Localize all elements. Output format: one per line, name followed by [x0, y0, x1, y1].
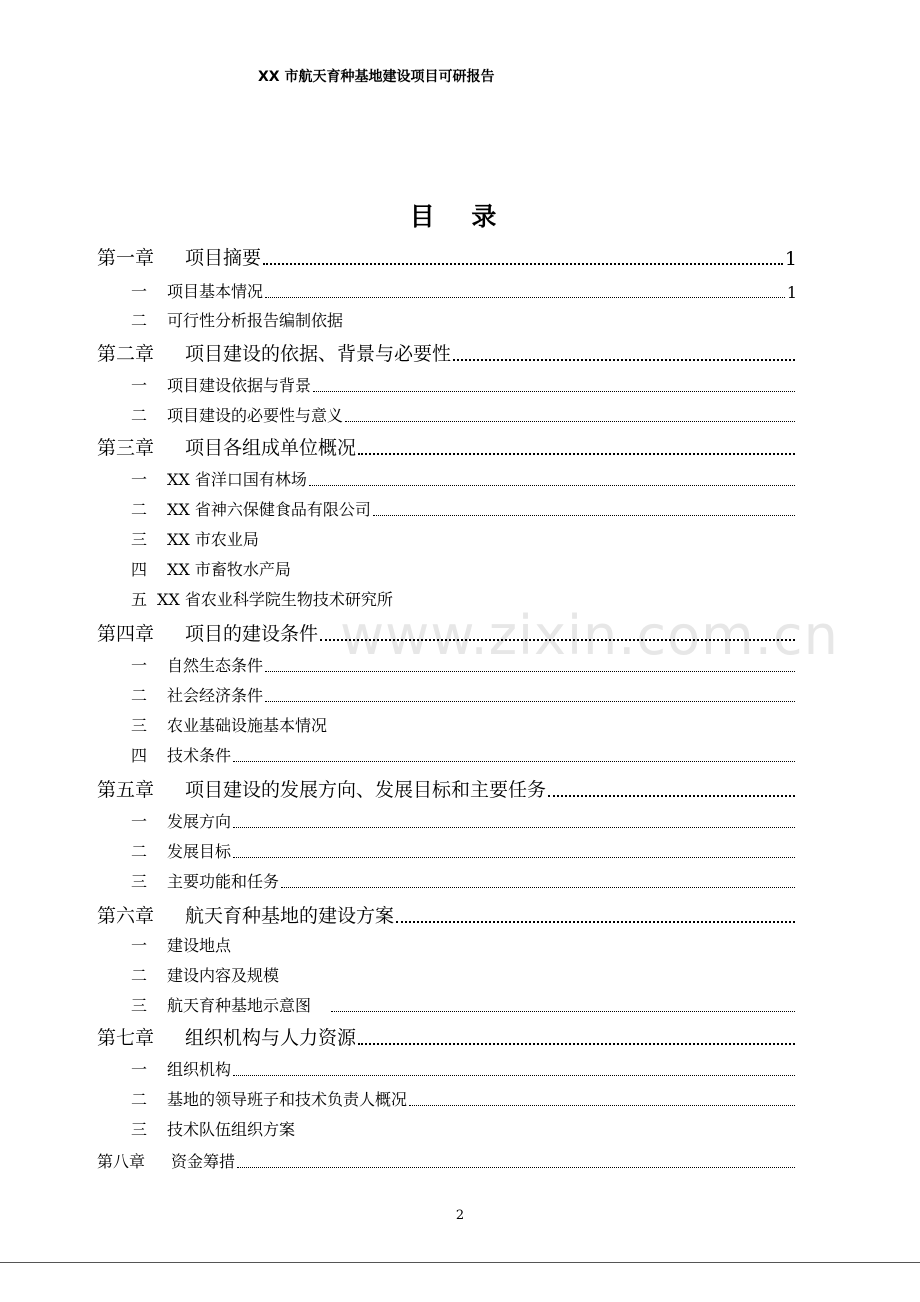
toc-entry-label: 项目各组成单位概况 — [185, 437, 357, 459]
toc-entry-number: 一 — [131, 1060, 148, 1079]
toc-dot-leader — [373, 515, 795, 516]
toc-entry-label: 组织机构与人力资源 — [185, 1027, 357, 1049]
toc-entry-label: XX 省洋口国有林场 — [167, 470, 307, 489]
toc-entry-number: 四 — [131, 560, 148, 579]
toc-entry-number: 四 — [131, 746, 148, 765]
toc-entry-label: 航天育种基地的建设方案 — [185, 905, 395, 927]
footer-rule — [0, 1262, 920, 1263]
toc-section-entry[interactable] — [131, 588, 797, 610]
toc-entry-number: 第四章 — [97, 623, 155, 645]
toc-dot-leader — [263, 263, 783, 265]
toc-section-entry[interactable] — [131, 810, 797, 832]
toc-entry-label: 航天育种基地示意图 — [167, 996, 312, 1015]
toc-dot-leader — [265, 297, 785, 298]
toc-entry-number: 二 — [131, 686, 148, 705]
toc-dot-leader — [453, 359, 795, 361]
toc-chapter-entry[interactable] — [97, 902, 797, 928]
running-header: XX 市航天育种基地建设项目可研报告 — [258, 69, 495, 85]
toc-entry-label: 建设地点 — [167, 936, 232, 955]
toc-chapter-entry[interactable] — [97, 620, 797, 646]
toc-section-entry[interactable] — [131, 1058, 797, 1080]
toc-entry-number: 一 — [131, 376, 148, 395]
toc-entry-number: 二 — [131, 406, 148, 425]
toc-entry-label: 项目建设的必要性与意义 — [167, 406, 344, 425]
toc-dot-leader — [396, 921, 795, 923]
toc-section-entry[interactable] — [131, 1088, 797, 1110]
toc-entry-page: 1 — [784, 248, 797, 270]
toc-chapter-entry[interactable] — [97, 776, 797, 802]
toc-chapter-entry[interactable] — [97, 340, 797, 366]
toc-entry-label: 自然生态条件 — [167, 656, 264, 675]
toc-entry-label: XX 省神六保健食品有限公司 — [167, 500, 371, 519]
toc-dot-leader — [548, 795, 795, 797]
toc-dot-leader — [265, 671, 795, 672]
toc-entry-label: 组织机构 — [167, 1060, 232, 1079]
toc-entry-label: 建设内容及规模 — [167, 966, 280, 985]
toc-entry-label: XX 市农业局 — [167, 530, 259, 549]
toc-dot-leader — [358, 1043, 795, 1045]
toc-entry-number: 三 — [131, 530, 148, 549]
toc-section-entry[interactable] — [131, 404, 797, 426]
toc-entry-number: 第一章 — [97, 247, 155, 269]
toc-entry-number: 第五章 — [97, 779, 155, 801]
watermark: www.zixin.com.cn — [340, 604, 839, 667]
toc-entry-label: 项目的建设条件 — [185, 623, 319, 645]
toc-entry-page: 1 — [786, 283, 797, 302]
toc-dot-leader — [331, 1011, 795, 1012]
toc-entry-number: 一 — [131, 470, 148, 489]
toc-entry-number: 二 — [131, 500, 148, 519]
toc-section-entry[interactable] — [131, 870, 797, 892]
toc-entry-label: XX 市畜牧水产局 — [167, 560, 291, 579]
toc-entry-number: 三 — [131, 716, 148, 735]
toc-entry-label: 项目建设依据与背景 — [167, 376, 312, 395]
toc-section-entry[interactable] — [131, 840, 797, 862]
toc-entry-number: 三 — [131, 996, 148, 1015]
toc-entry-number: 第三章 — [97, 437, 155, 459]
toc-dot-leader — [233, 827, 795, 828]
toc-section-entry[interactable] — [131, 374, 797, 396]
toc-entry-number: 三 — [131, 872, 148, 891]
toc-entry-label: 可行性分析报告编制依据 — [167, 311, 344, 330]
toc-section-entry[interactable] — [131, 468, 797, 490]
toc-section-entry[interactable] — [131, 498, 797, 520]
toc-dot-leader — [281, 887, 795, 888]
page-number: 2 — [455, 1208, 465, 1223]
toc-chapter-entry[interactable] — [97, 1024, 797, 1050]
toc-entry-number: 五 — [131, 590, 148, 609]
toc-title: 目 录 — [409, 202, 511, 231]
toc-entry-number: 一 — [131, 936, 148, 955]
toc-entry-label: 项目建设的发展方向、发展目标和主要任务 — [185, 779, 547, 801]
toc-dot-leader — [345, 421, 795, 422]
toc-entry-number: 一 — [131, 282, 148, 301]
toc-entry-label: 项目建设的依据、背景与必要性 — [185, 343, 452, 365]
toc-entry-number: 一 — [131, 656, 148, 675]
toc-dot-leader — [233, 857, 795, 858]
toc-entry-number: 第二章 — [97, 343, 155, 365]
toc-section-entry[interactable] — [131, 280, 797, 302]
toc-dot-leader — [358, 453, 795, 455]
toc-section-entry[interactable] — [131, 744, 797, 766]
toc-entry-number: 二 — [131, 311, 148, 330]
toc-section-entry[interactable] — [131, 934, 797, 956]
toc-chapter-entry[interactable] — [97, 434, 797, 460]
toc-dot-leader — [233, 1075, 795, 1076]
toc-entry-label: 社会经济条件 — [167, 686, 264, 705]
toc-chapter-entry[interactable] — [97, 1150, 797, 1172]
toc-entry-label: XX 省农业科学院生物技术研究所 — [157, 590, 393, 609]
toc-section-entry[interactable] — [131, 964, 797, 986]
toc-entry-number: 一 — [131, 812, 148, 831]
toc-section-entry[interactable] — [131, 1118, 797, 1140]
toc-entry-number: 三 — [131, 1120, 148, 1139]
toc-dot-leader — [409, 1105, 795, 1106]
toc-entry-number: 二 — [131, 1090, 148, 1109]
toc-section-entry[interactable] — [131, 528, 797, 550]
toc-entry-label: 技术条件 — [167, 746, 232, 765]
toc-section-entry[interactable] — [131, 558, 797, 580]
toc-entry-number: 第七章 — [97, 1027, 155, 1049]
toc-entry-label: 主要功能和任务 — [167, 872, 280, 891]
toc-entry-number: 第八章 — [97, 1152, 146, 1171]
toc-entry-label: 基地的领导班子和技术负责人概况 — [167, 1090, 408, 1109]
toc-dot-leader — [320, 639, 795, 641]
toc-chapter-entry[interactable] — [97, 244, 797, 270]
toc-entry-label: 发展目标 — [167, 842, 232, 861]
toc-entry-number: 二 — [131, 842, 148, 861]
toc-dot-leader — [233, 761, 795, 762]
toc-entry-label: 发展方向 — [167, 812, 232, 831]
toc-section-entry[interactable] — [131, 684, 797, 706]
toc-section-entry[interactable] — [131, 654, 797, 676]
toc-section-entry[interactable] — [131, 714, 797, 736]
toc-dot-leader — [313, 391, 795, 392]
toc-entry-label: 农业基础设施基本情况 — [167, 716, 328, 735]
toc-entry-label: 项目基本情况 — [167, 282, 264, 301]
toc-section-entry[interactable] — [131, 994, 797, 1016]
toc-entry-number: 二 — [131, 966, 148, 985]
toc-section-entry[interactable] — [131, 309, 797, 331]
toc-dot-leader — [237, 1167, 795, 1168]
toc-entry-label: 资金筹措 — [171, 1152, 236, 1171]
toc-entry-label: 技术队伍组织方案 — [167, 1120, 296, 1139]
toc-dot-leader — [309, 485, 795, 486]
toc-entry-number: 第六章 — [97, 905, 155, 927]
toc-dot-leader — [265, 701, 795, 702]
toc-entry-label: 项目摘要 — [185, 247, 262, 269]
